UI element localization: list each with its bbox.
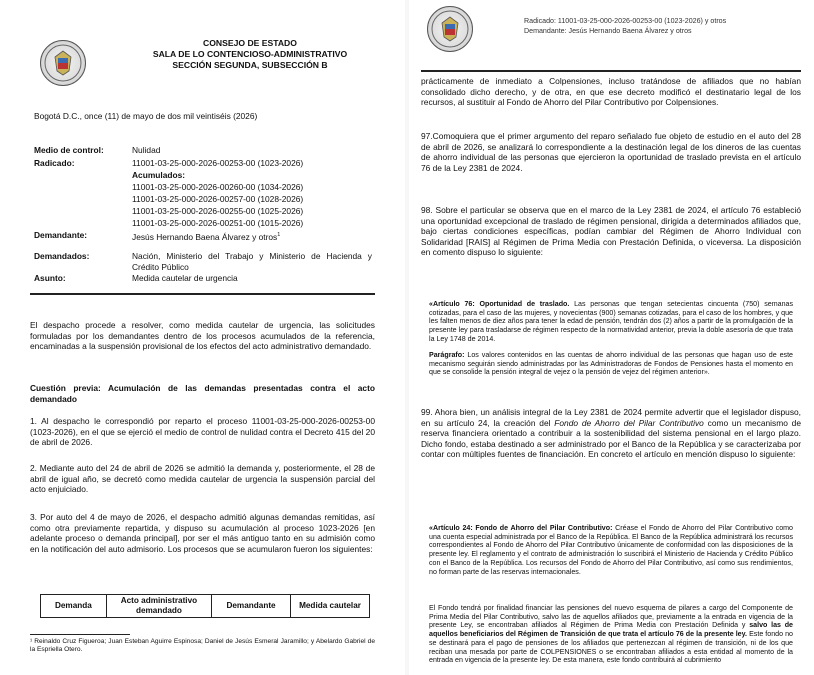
paragraph-1: 1. Al despacho le correspondió por reparto el proceso 11001-03-25-000-2026-00253-00 (1023-2026), en el que se ejerció el medio de control de nulidad contra el Decreto 415 del 20 de abril de 2026.: [30, 416, 375, 448]
accumulated-processes-table: [40, 594, 370, 618]
demandante-value: Jesús Hernando Baena Álvarez y otros$^1$: [132, 231, 281, 242]
demandante-label: Demandante:: [34, 230, 88, 240]
demandados-value: Nación, Ministerio del Trabajo y Ministerio de Hacienda y Crédito Público: [132, 251, 372, 272]
colombia-coat-of-arms-seal: [427, 6, 473, 52]
asunto-value: Medida cautelar de urgencia: [132, 273, 238, 283]
radicado-label: Radicado:: [34, 158, 75, 168]
running-header-demandante: Demandante: Jesús Hernando Baena Álvarez y otros: [524, 27, 692, 35]
quote-paragrafo: Parágrafo: Los valores contenidos en las cuentas de ahorro individual de las personas que hagan uso de este mecanismo seguirán siendo administradas por las Administradoras de Fondos de Pensiones hasta el momento en que se consolide la pensión integral de vejez o la pensión de vejez del régimen anterior».: [429, 351, 793, 377]
quote-article-76: «Artículo 76: Oportunidad de traslado. Las personas que tengan setecientas cincuenta (750) semanas cotizadas, para el caso de las mujeres, y novecientas (900) semanas cotizadas, para el caso de los hombres, y que les falten menos de diez años para tener la edad de pensión, tendrán dos (2) años a partir de la promulgación de la presente ley para trasladarse de régimen respecto de la normatividad anterior, previa la doble asesoría de que trata la Ley 1748 de 2014.: [429, 300, 794, 343]
divider: [30, 293, 375, 295]
demandados-label: Demandados:: [34, 251, 90, 261]
intro-paragraph: El despacho procede a resolver, como medida cautelar de urgencia, las solicitudes formuladas por los demandantes dentro de los procesos acumulados de la referencia, encaminadas a la suspensión provisional de los efectos del acto administrativo demandado.: [30, 320, 375, 352]
header-court-name: CONSEJO DE ESTADO: [203, 38, 297, 48]
acumulados-label: Acumulados:: [132, 170, 186, 180]
continuation-paragraph: prácticamente de inmediato a Colpensiones, incluso tratándose de afiliados que no habían consolidado dicho derecho, y de otra, en que ese decreto modificó el destinatario legal de los recursos, al sustituir al Fondo de Ahorro del Pilar Contributivo por Colpensiones.: [421, 76, 801, 108]
section-title: Cuestión previa: Acumulación de las demandas presentadas contra el acto demandado: [30, 383, 375, 404]
colombia-coat-of-arms-seal: [40, 40, 86, 86]
paragraph-99: 99. Ahora bien, un análisis integral de la Ley 2381 de 2024 permite advertir que el legislador dispuso, en su artículo 24, la creación del Fondo de Ahorro del Pilar Contributivo como un mecanismo de reserva financiera orientado a contribuir a la sostenibilidad del sistema pensional en el largo plazo. Dicho fondo, estaba destinado a ser administrado por el Banco de la República y se caracterizaba por contar con múltiples fuentes de financiación. En concreto el artículo en mención dispuso lo siguiente:: [421, 407, 801, 460]
header-divider: [421, 70, 801, 72]
footnote-divider: [30, 634, 130, 635]
table-header: Medida cautelar: [291, 595, 370, 618]
running-header-radicado: Radicado: 11001-03-25-000-2026-00253-00 (1023-2026) y otros: [524, 17, 727, 25]
medio-value: Nulidad: [132, 145, 161, 155]
acumulado-item: 11001-03-25-000-2026-00251-00 (1015-2026): [132, 218, 304, 228]
paragraph-2: 2. Mediante auto del 24 de abril de 2026 se admitió la demanda y, posteriormente, el 28 de abril de igual año, se decretó como medida cautelar de urgencia la suspensión parcial del acto enjuiciado.: [30, 463, 375, 495]
table-header: Demandante: [212, 595, 291, 618]
table-header: Demanda: [41, 595, 107, 618]
acumulado-item: 11001-03-25-000-2026-00260-00 (1034-2026): [132, 182, 304, 192]
acumulado-item: 11001-03-25-000-2026-00255-00 (1025-2026): [132, 206, 304, 216]
quote-article-24-continued: El Fondo tendrá por finalidad financiar las pensiones del nuevo esquema de pilares a cargo del Componente de Prima Media del Pilar Contributivo, salvo las de aquellos afiliados que, previamente a la entrada en vigencia de la presente Ley, se encontraban afiliados al Régimen de Prima Media con Prestación Definida y salvo las de aquellos beneficiarios del Régimen de Transición de que trata el artículo 76 de la presente ley. Este fondo no se destinará para el pago de pensiones de los afiliados que pertenezcan al régimen de transición, ni de los que reciban una mesada por parte de COLPENSIONES o se encontraban afiliados a esta entidad al momento de la entrada en vigencia de la presente ley. De esta manera, este fondo contribuirá al cubrimiento: [429, 604, 794, 665]
paragraph-3: 3. Por auto del 4 de mayo de 2026, el despacho admitió algunas demandas remitidas, así como otra previamente repartida, y dispuso su acumulación al proceso 1023-2026 [en adelante proceso o demanda principal], por ser el más antiguo tanto en su admisión como en la notificación del auto admisorio. Los procesos que se acumularon fueron los siguientes:: [30, 512, 375, 554]
paragraph-98: 98. Sobre el particular se observa que en el marco de la Ley 2381 de 2024, el artículo 76 estableció una oportunidad excepcional de traslado de régimen pensional, dirigida a determinados afiliados que, bajo ciertas condiciones específicas, podían cambiar del Régimen de Ahorro Individual con Solidaridad [RAIS] al Régimen de Prima Media con Prestación Definida, o viceversa. La disposición en comento dispuso lo siguiente:: [421, 205, 801, 258]
table-header: Acto administrativo demandado: [106, 595, 211, 618]
table-header-row: [41, 595, 370, 618]
right-page: [409, 0, 814, 675]
quote-article-24: «Artículo 24: Fondo de Ahorro del Pilar Contributivo: Créase el Fondo de Ahorro del Pilar Contributivo como una cuenta especial administrada por el Banco de la República. El Banco de la República administrará los recursos correspondientes al Fondo de Ahorro del Pilar Contributivo únicamente de conformidad con las disposiciones de la presente ley. El reglamento y el contrato de administración lo suscribirá el Ministerio de Hacienda y Crédito Público con el Banco de la República. Los recursos del Fondo de Ahorro del Pilar Contributivo, así como sus rendimientos, no forman parte de las reservas internacionales.: [429, 524, 793, 576]
medio-label: Medio de control:: [34, 145, 104, 155]
radicado-value: 11001-03-25-000-2026-00253-00 (1023-2026): [132, 158, 304, 168]
header-chamber: SALA DE LO CONTENCIOSO-ADMINISTRATIVO: [152, 49, 348, 59]
left-page: [0, 0, 405, 675]
footnote-ref: 1: [277, 232, 281, 238]
date-line: Bogotá D.C., once (11) de mayo de dos mil veintiséis (2026): [34, 111, 258, 121]
header-section: SECCIÓN SEGUNDA, SUBSECCIÓN B: [172, 60, 328, 70]
asunto-label: Asunto:: [34, 273, 66, 283]
acumulado-item: 11001-03-25-000-2026-00257-00 (1028-2026): [132, 194, 304, 204]
footnote: ¹ Reinaldo Cruz Figueroa; Juan Esteban Aguirre Espinosa; Daniel de Jesús Esmeral Jaramillo; y Abelardo Gabriel de la Espriella Otero.: [30, 638, 375, 654]
paragraph-97: 97.Comoquiera que el primer argumento del reparo señalado fue objeto de estudio en el auto del 28 de abril de 2026, se analizará lo correspondiente a la destinación legal de los dineros de las cuentas de ahorro individual de las personas que ejercieron la oportunidad de traslado prevista en el artículo 76 de la Ley 2381 de 2024.: [421, 131, 801, 173]
